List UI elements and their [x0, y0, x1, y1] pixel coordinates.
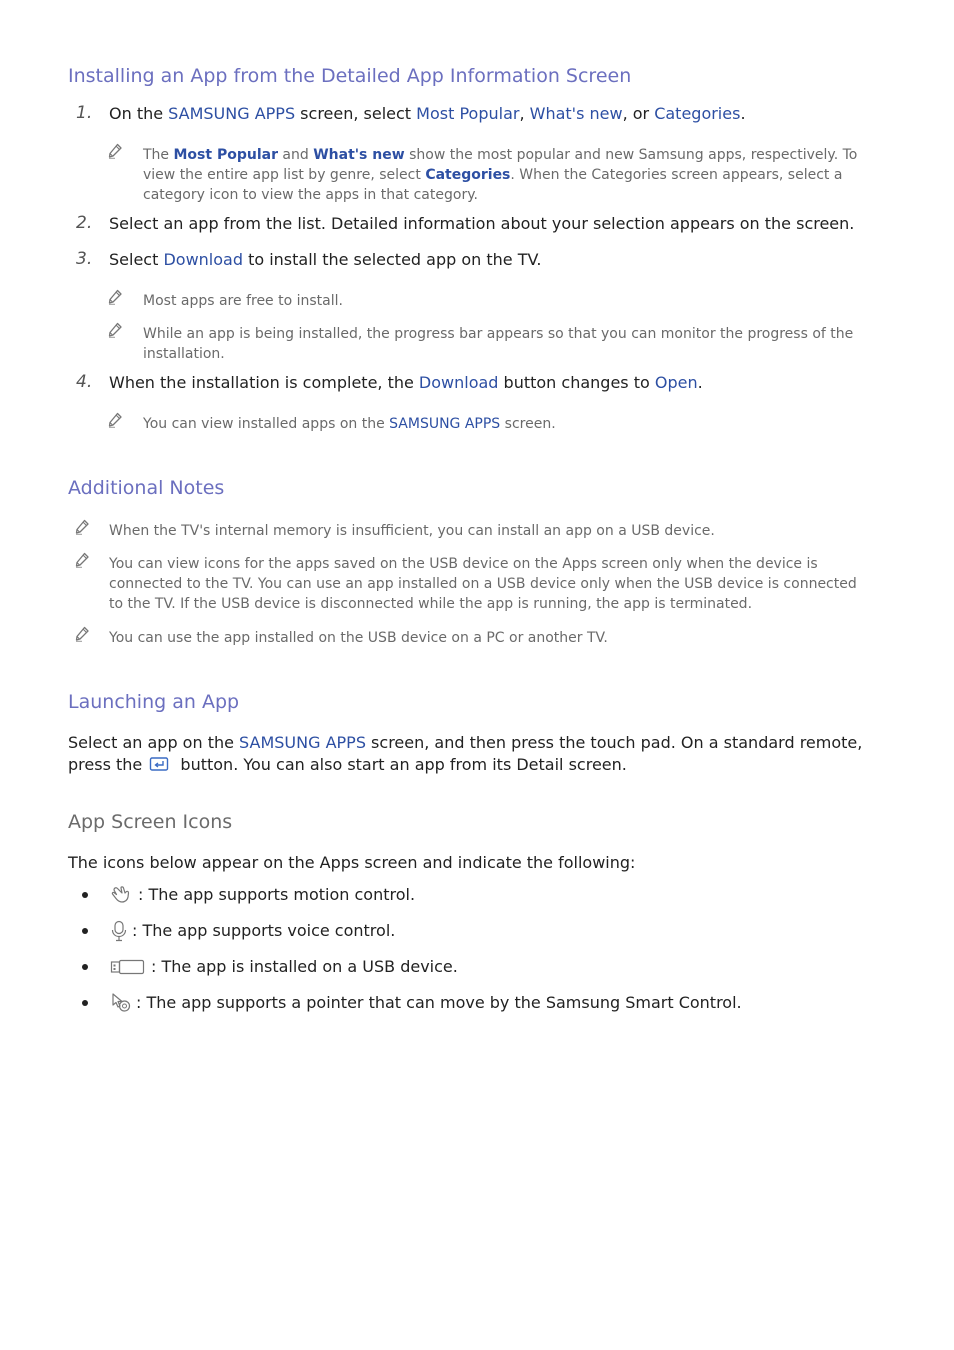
text-run: category icon to view the apps in that category.: [143, 187, 478, 203]
note-pencil-icon: [74, 552, 90, 568]
text-run: You can view installed apps on the: [143, 416, 390, 432]
step-number-3: 3.: [76, 249, 93, 269]
bullet-dot: [82, 892, 88, 898]
step-number-2: 2.: [76, 213, 93, 233]
usb-device-text: : The app is installed on a USB device.: [151, 957, 458, 976]
text-run: Select an app on the: [68, 733, 240, 752]
categories-link: Categories: [425, 167, 511, 183]
text-run: and: [277, 147, 314, 163]
text-run: screen.: [500, 416, 556, 432]
step-number-4: 4.: [76, 372, 93, 392]
step-1-note: [143, 145, 883, 205]
note-pencil-icon: [74, 626, 90, 642]
samsung-apps-link: SAMSUNG APPS: [239, 733, 366, 752]
note-line: to the TV. If the USB device is disconnected while the app is running, the app is terminated.: [109, 596, 753, 612]
note-pencil-icon: [107, 289, 123, 305]
text-run: When the installation is complete, the: [109, 373, 419, 392]
note-line: You can view icons for the apps saved on the USB device on the Apps screen only when the device is: [109, 556, 818, 572]
categories-link: Categories: [654, 104, 741, 123]
text-run: show the most popular and new Samsung apps, respectively. To: [404, 147, 858, 163]
whats-new-link: What's new: [313, 147, 405, 163]
section-title-installing: Installing an App from the Detailed App Information Screen: [68, 65, 632, 87]
open-link: Open: [654, 373, 698, 392]
step-2-text: Select an app from the list. Detailed information about your selection appears on the screen.: [109, 214, 855, 233]
most-popular-link: Most Popular: [416, 104, 520, 123]
para-line: [68, 754, 888, 776]
note-pencil-icon: [107, 412, 123, 428]
text-run: button changes to: [498, 373, 655, 392]
step-3-note-1: Most apps are free to install.: [143, 293, 343, 309]
para-line: [68, 732, 888, 754]
text-run: .: [740, 104, 746, 123]
step-number-1: 1.: [76, 103, 93, 123]
text-run: press the: [68, 755, 148, 774]
section-title-launching: Launching an App: [68, 691, 240, 713]
text-run: The: [143, 147, 174, 163]
pointer-icon: [110, 992, 134, 1014]
note-line: [143, 185, 883, 205]
text-run: to install the selected app on the TV.: [242, 250, 542, 269]
motion-control-icon: [110, 884, 134, 904]
bullet-dot: [82, 1000, 88, 1006]
step-3-text: [109, 249, 889, 271]
text-run: .: [697, 373, 703, 392]
voice-control-text: : The app supports voice control.: [132, 921, 396, 940]
bullet-dot: [82, 964, 88, 970]
text-run: On the: [109, 104, 169, 123]
text-run: Select: [109, 250, 164, 269]
step-3-note-2: [143, 324, 883, 364]
step-4-text: [109, 372, 889, 394]
note-pencil-icon: [107, 143, 123, 159]
text-run: screen, select: [295, 104, 417, 123]
note-line: connected to the TV. You can use an app installed on a USB device only when the USB device is connected: [109, 576, 857, 592]
samsung-apps-link: SAMSUNG APPS: [168, 104, 296, 123]
launching-paragraph: [68, 732, 888, 776]
text-run: screen, and then press the touch pad. On a standard remote,: [365, 733, 863, 752]
voice-control-icon: [110, 920, 128, 942]
usb-device-icon: [110, 958, 146, 976]
additional-note-2: [109, 554, 899, 614]
note-pencil-icon: [107, 322, 123, 338]
note-line: installation.: [143, 346, 225, 362]
note-line: While an app is being installed, the progress bar appears so that you can monitor the progress of the: [143, 326, 854, 342]
note-pencil-icon: [74, 519, 90, 535]
note-line: [143, 165, 883, 185]
download-link: Download: [418, 373, 499, 392]
download-link: Download: [163, 250, 243, 269]
text-run: . When the Categories screen appears, select a: [510, 167, 843, 183]
whats-new-link: What's new: [529, 104, 623, 123]
text-run: , or: [622, 104, 655, 123]
step-1-text: [109, 103, 889, 125]
note-line: [143, 145, 883, 165]
most-popular-link: Most Popular: [173, 147, 278, 163]
step-4-note: [143, 414, 883, 434]
bullet-dot: [82, 928, 88, 934]
pointer-text: : The app supports a pointer that can move by the Samsung Smart Control.: [136, 993, 742, 1012]
text-run: button. You can also start an app from its Detail screen.: [175, 755, 627, 774]
text-run: view the entire app list by genre, select: [143, 167, 426, 183]
icons-intro: The icons below appear on the Apps screen and indicate the following:: [68, 853, 636, 872]
enter-button-icon: [149, 756, 171, 772]
section-title-app-screen-icons: App Screen Icons: [68, 811, 233, 833]
samsung-apps-link: SAMSUNG APPS: [389, 416, 501, 432]
motion-control-text: : The app supports motion control.: [138, 885, 416, 904]
additional-note-1: When the TV's internal memory is insufficient, you can install an app on a USB device.: [109, 523, 715, 539]
section-title-additional-notes: Additional Notes: [68, 477, 225, 499]
additional-note-3: You can use the app installed on the USB device on a PC or another TV.: [109, 630, 608, 646]
text-run: ,: [519, 104, 530, 123]
